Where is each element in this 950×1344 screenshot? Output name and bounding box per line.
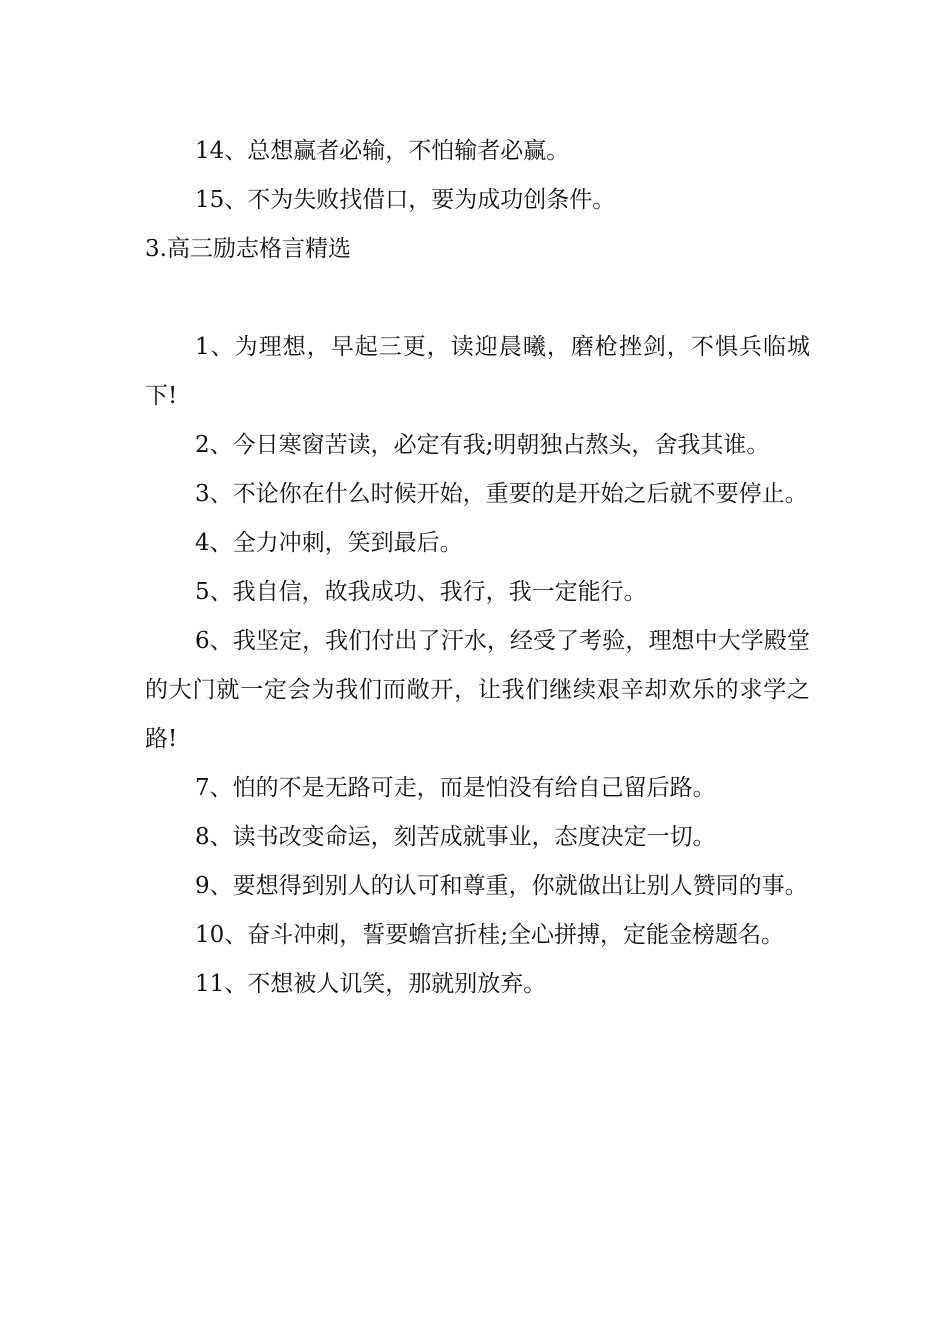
list-item: 9、要想得到别人的认可和尊重，你就做出让别人赞同的事。 [195, 873, 808, 899]
document-body [145, 127, 810, 1009]
list-item: 8、读书改变命运，刻苦成就事业，态度决定一切。 [195, 824, 716, 850]
list-item: 14、总想赢者必输，不怕输者必赢。 [195, 138, 570, 164]
list-item: 15、不为失败找借口，要为成功创条件。 [195, 187, 616, 213]
section-heading: 3.高三励志格言精选 [145, 236, 351, 262]
list-item: 7、怕的不是无路可走，而是怕没有给自己留后路。 [195, 775, 716, 801]
list-item: 4、全力冲刺，笑到最后。 [195, 530, 463, 556]
list-item: 6、我坚定，我们付出了汗水，经受了考验，理想中大学殿堂的大门就一定会为我们而敞开，让我们继续艰辛却欢乐的求学之路! [145, 628, 810, 752]
blank-line [145, 274, 810, 323]
list-item: 3、不论你在什么时候开始，重要的是开始之后就不要停止。 [195, 481, 808, 507]
list-item: 10、奋斗冲刺，誓要蟾宫折桂;全心拼搏，定能金榜题名。 [195, 922, 785, 948]
list-item: 1、为理想，早起三更，读迎晨曦，磨枪挫剑，不惧兵临城下! [145, 334, 810, 409]
list-item: 2、今日寒窗苦读，必定有我;明朝独占熬头，舍我其谁。 [195, 432, 770, 458]
list-item: 11、不想被人讥笑，那就别放弃。 [195, 971, 547, 997]
list-item: 5、我自信，故我成功、我行，我一定能行。 [195, 579, 647, 605]
